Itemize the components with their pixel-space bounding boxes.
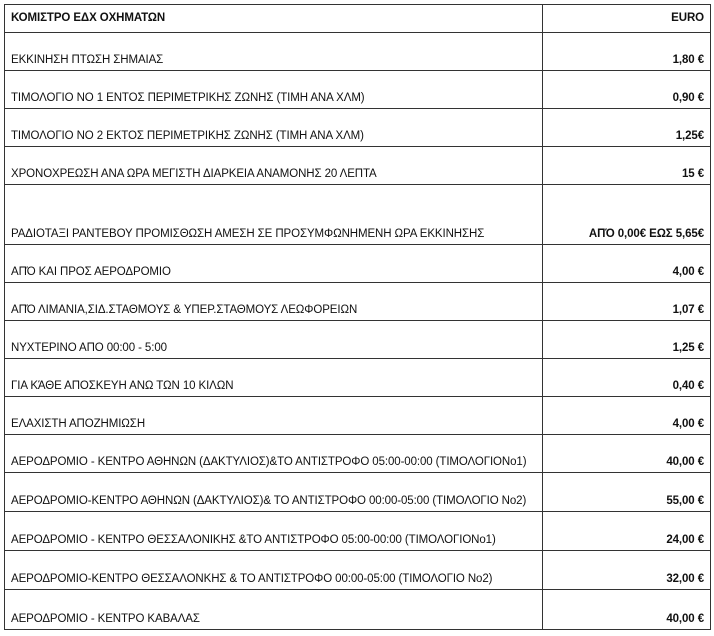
table-row <box>5 397 711 435</box>
fare-description: ΑΕΡΟΔΡΟΜΙΟ - ΚΕΝΤΡΟ ΑΘΗΝΩΝ (ΔΑΚΤΥΛΙΟΣ)&ΤΟ ΑΝΤΙΣΤΡΟΦΟ 05:00-00:00 (ΤΙΜΟΛΟΓΙΟΝο1) <box>5 435 543 473</box>
fare-description: ΑΕΡΟΔΡΟΜΙΟ - ΚΕΝΤΡΟ ΚΑΒΑΛΑΣ <box>5 590 543 630</box>
fare-price: 40,00 € <box>543 435 711 473</box>
fare-price: 1,25€ <box>543 109 711 147</box>
fare-description: ΝΥΧΤΕΡΙΝΟ ΑΠΟ 00:00 - 5:00 <box>5 321 543 359</box>
header-row <box>5 5 711 33</box>
fare-description: ΤΙΜΟΛΟΓΙΟ ΝΟ 2 ΕΚΤΟΣ ΠΕΡΙΜΕΤΡΙΚΗΣ ΖΩΝΗΣ (ΤΙΜΗ ΑΝΑ ΧΛΜ) <box>5 109 543 147</box>
fare-price: 4,00 € <box>543 245 711 283</box>
table-row <box>5 245 711 283</box>
fare-description: ΤΙΜΟΛΟΓΙΟ ΝΟ 1 ΕΝΤΟΣ ΠΕΡΙΜΕΤΡΙΚΗΣ ΖΩΝΗΣ (ΤΙΜΗ ΑΝΑ ΧΛΜ) <box>5 71 543 109</box>
fare-price: 0,90 € <box>543 71 711 109</box>
fare-price: 40,00 € <box>543 590 711 630</box>
fare-description: ΑΕΡΟΔΡΟΜΙΟ - ΚΕΝΤΡΟ ΘΕΣΣΑΛΟΝΙΚΗΣ &ΤΟ ΑΝΤΙΣΤΡΟΦΟ 05:00-00:00 (ΤΙΜΟΛΟΓΙΟΝο1) <box>5 512 543 551</box>
fare-description: ΑΠΌ ΛΙΜΑΝΙΑ,ΣΙΔ.ΣΤΑΘΜΟΥΣ & ΥΠΕΡ.ΣΤΑΘΜΟΥΣ ΛΕΩΦΟΡΕΙΩΝ <box>5 283 543 321</box>
fare-price: 1,25 € <box>543 321 711 359</box>
fare-description: ΓΙΑ ΚΆΘΕ ΑΠΟΣΚΕΥΗ ΑΝΩ ΤΩΝ 10 ΚΙΛΩΝ <box>5 359 543 397</box>
table-row <box>5 33 711 71</box>
fare-price: 1,80 € <box>543 33 711 71</box>
table-row <box>5 359 711 397</box>
table-row <box>5 283 711 321</box>
fare-table <box>4 4 711 630</box>
table-row <box>5 512 711 551</box>
fare-description: ΑΕΡΟΔΡΟΜΙΟ-ΚΕΝΤΡΟ ΘΕΣΣΑΛΟΝΚΗΣ & ΤΟ ΑΝΤΙΣΤΡΟΦΟ 00:00-05:00 (ΤΙΜΟΛΟΓΙΟ Νο2) <box>5 551 543 590</box>
fare-price: 55,00 € <box>543 473 711 512</box>
fare-price: 0,40 € <box>543 359 711 397</box>
fare-price: 4,00 € <box>543 397 711 435</box>
table-row <box>5 109 711 147</box>
fare-price: 32,00 € <box>543 551 711 590</box>
currency-header: EURO <box>543 5 711 33</box>
fare-description: ΑΕΡΟΔΡΟΜΙΟ-ΚΕΝΤΡΟ ΑΘΗΝΩΝ (ΔΑΚΤΥΛΙΟΣ)& ΤΟ ΑΝΤΙΣΤΡΟΦΟ 00:00-05:00 (ΤΙΜΟΛΟΓΙΟ Νο2) <box>5 473 543 512</box>
fare-description: ΧΡΟΝΟΧΡΕΩΣΗ ΑΝΑ ΩΡΑ ΜΕΓΙΣΤΗ ΔΙΑΡΚΕΙΑ ΑΝΑΜΟΝΗΣ 20 ΛΕΠΤΑ <box>5 147 543 185</box>
fare-description: ΡΑΔΙΟΤΑΞΙ ΡΑΝΤΕΒΟΥ ΠΡΟΜΙΣΘΩΣΗ ΑΜΕΣΗ ΣΕ ΠΡΟΣΥΜΦΩΝΗΜΕΝΗ ΩΡΑ ΕΚΚΙΝΗΣΗΣ <box>5 185 543 245</box>
fare-price: 1,07 € <box>543 283 711 321</box>
table-row <box>5 473 711 512</box>
table-row <box>5 185 711 245</box>
fare-description: ΑΠΌ ΚΑΙ ΠΡΟΣ ΑΕΡΟΔΡΟΜΙΟ <box>5 245 543 283</box>
fare-description: ΕΛΑΧΙΣΤΗ ΑΠΟΖΗΜΙΩΣΗ <box>5 397 543 435</box>
fare-price: 15 € <box>543 147 711 185</box>
fare-price: ΑΠΌ 0,00€ ΕΩΣ 5,65€ <box>543 185 711 245</box>
table-row <box>5 147 711 185</box>
fare-price: 24,00 € <box>543 512 711 551</box>
table-title: ΚΟΜΙΣΤΡΟ ΕΔΧ ΟΧΗΜΑΤΩΝ <box>5 5 543 33</box>
table-row <box>5 435 711 473</box>
fare-description: ΕΚΚΙΝΗΣΗ ΠΤΩΣΗ ΣΗΜΑΙΑΣ <box>5 33 543 71</box>
table-row <box>5 71 711 109</box>
table-row <box>5 551 711 590</box>
table-row <box>5 321 711 359</box>
table-row <box>5 590 711 630</box>
